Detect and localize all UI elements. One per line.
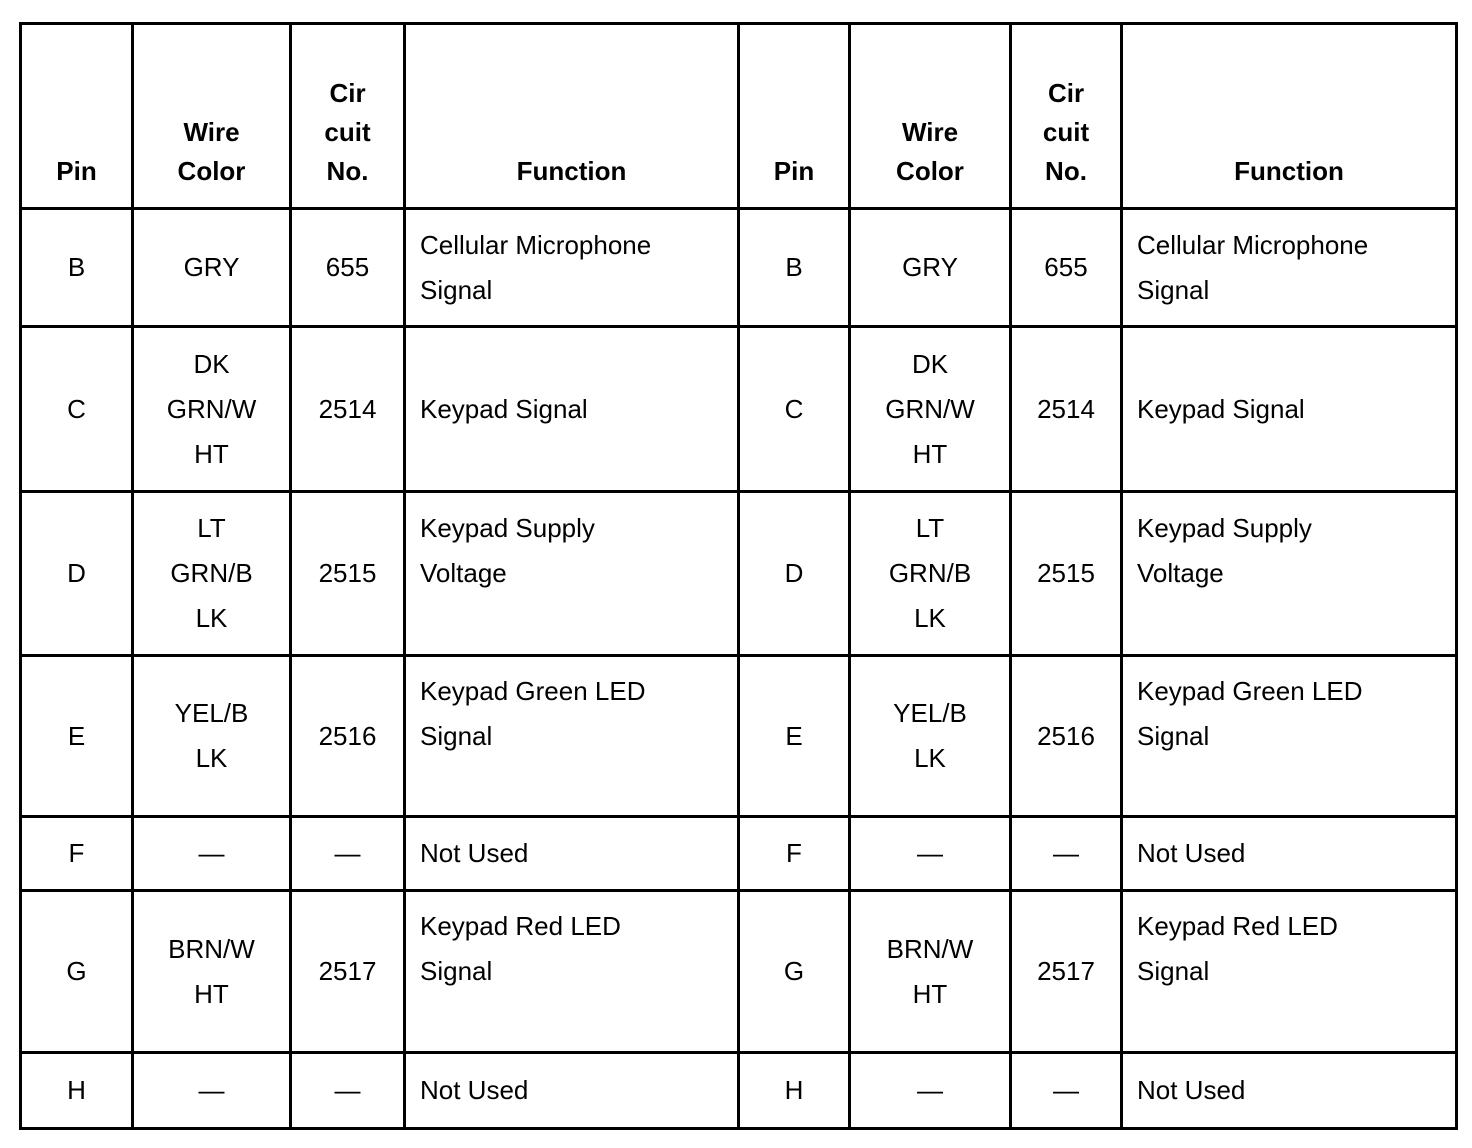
cell-function: Keypad Red LED Signal (405, 891, 739, 1053)
table-row (21, 817, 1457, 891)
cell-wire-color: DK GRN/W HT (133, 327, 291, 492)
cell-wire-color: — (133, 1053, 291, 1129)
table-row (21, 656, 1457, 817)
table-row (21, 209, 1457, 327)
cell-pin: D (739, 492, 850, 656)
cell-function: Keypad Red LED Signal (1122, 891, 1457, 1053)
cell-wire-color: LT GRN/B LK (133, 492, 291, 656)
cell-wire-color: GRY (850, 209, 1011, 327)
cell-pin: D (21, 492, 133, 656)
cell-pin: C (21, 327, 133, 492)
cell-wire-color: — (850, 817, 1011, 891)
cell-pin: H (21, 1053, 133, 1129)
cell-function: Not Used (405, 817, 739, 891)
cell-circuit-no: 2516 (291, 656, 405, 817)
cell-wire-color: BRN/W HT (133, 891, 291, 1053)
cell-wire-color: BRN/W HT (850, 891, 1011, 1053)
cell-circuit-no: 2517 (291, 891, 405, 1053)
table-row (21, 492, 1457, 656)
cell-circuit-no: 655 (1011, 209, 1122, 327)
cell-wire-color: — (850, 1053, 1011, 1129)
cell-circuit-no: — (291, 817, 405, 891)
table-row (21, 327, 1457, 492)
cell-function: Not Used (1122, 817, 1457, 891)
cell-circuit-no: — (1011, 817, 1122, 891)
cell-function: Keypad Supply Voltage (405, 492, 739, 656)
cell-circuit-no: 2514 (1011, 327, 1122, 492)
cell-function: Keypad Supply Voltage (1122, 492, 1457, 656)
header-function: Function (1122, 24, 1457, 209)
header-pin: Pin (21, 24, 133, 209)
table-row (21, 1053, 1457, 1129)
cell-wire-color: — (133, 817, 291, 891)
cell-circuit-no: — (291, 1053, 405, 1129)
header-circuit-no: Cir cuit No. (291, 24, 405, 209)
cell-function: Not Used (405, 1053, 739, 1129)
cell-circuit-no: — (1011, 1053, 1122, 1129)
cell-pin: H (739, 1053, 850, 1129)
header-wire-color: Wire Color (133, 24, 291, 209)
cell-wire-color: LT GRN/B LK (850, 492, 1011, 656)
cell-function: Keypad Signal (1122, 327, 1457, 492)
connector-pinout-table (19, 22, 1458, 1130)
header-circuit-no: Cir cuit No. (1011, 24, 1122, 209)
cell-circuit-no: 655 (291, 209, 405, 327)
cell-pin: E (739, 656, 850, 817)
cell-pin: C (739, 327, 850, 492)
cell-pin: E (21, 656, 133, 817)
cell-pin: F (739, 817, 850, 891)
cell-wire-color: DK GRN/W HT (850, 327, 1011, 492)
cell-circuit-no: 2515 (291, 492, 405, 656)
cell-function: Keypad Green LED Signal (1122, 656, 1457, 817)
cell-circuit-no: 2515 (1011, 492, 1122, 656)
header-wire-color: Wire Color (850, 24, 1011, 209)
cell-wire-color: GRY (133, 209, 291, 327)
header-function: Function (405, 24, 739, 209)
cell-pin: B (21, 209, 133, 327)
table-row (21, 891, 1457, 1053)
cell-pin: F (21, 817, 133, 891)
cell-wire-color: YEL/B LK (850, 656, 1011, 817)
cell-function: Keypad Green LED Signal (405, 656, 739, 817)
cell-circuit-no: 2514 (291, 327, 405, 492)
header-pin: Pin (739, 24, 850, 209)
table-header-row (21, 24, 1457, 209)
cell-pin: G (739, 891, 850, 1053)
cell-wire-color: YEL/B LK (133, 656, 291, 817)
cell-function: Cellular Microphone Signal (1122, 209, 1457, 327)
cell-pin: B (739, 209, 850, 327)
cell-pin: G (21, 891, 133, 1053)
cell-function: Cellular Microphone Signal (405, 209, 739, 327)
cell-circuit-no: 2517 (1011, 891, 1122, 1053)
cell-function: Keypad Signal (405, 327, 739, 492)
cell-function: Not Used (1122, 1053, 1457, 1129)
cell-circuit-no: 2516 (1011, 656, 1122, 817)
